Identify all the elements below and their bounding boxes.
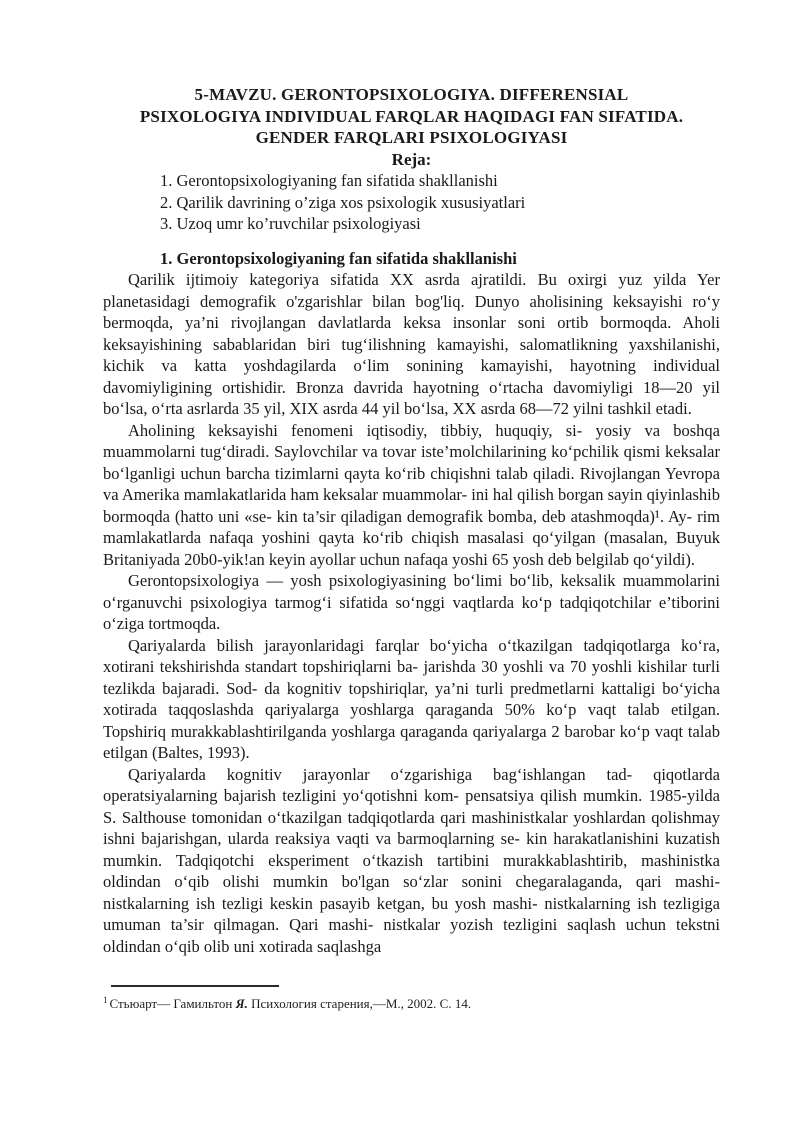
paragraph: Gerontopsixologiya — yosh psixologiyasining boʻlimi boʻlib, keksalik muammolarini oʻrganuvchi psixologiya tarmogʻi sifatida soʻnggi vaqtlarda koʻp tadqiqotchilar e’tiborini oʻziga tortmoqda. xyxy=(103,571,720,633)
plan-item-1: 1. Gerontopsixologiyaning fan sifatida shakllanishi xyxy=(160,171,498,190)
body-paragraphs xyxy=(103,269,720,957)
title-line-3: GENDER FARQLARI PSIXOLOGIYASI xyxy=(255,128,568,147)
plan-item-2: 2. Qarilik davrining o’ziga xos psixologik xususiyatlari xyxy=(160,192,526,212)
plan-heading: Reja: xyxy=(391,149,432,169)
footnote xyxy=(103,995,720,1012)
paragraph: Aholining keksayishi fenomeni iqtisodiy, tibbiy, huquqiy, si- yosiy va boshqa muammolarni tugʻdiradi. Saylovchilar va tovar iste’molchilarining koʻpchilik qismi keksalar boʻlganligi uchun barcha tizimlarni qayta koʻrib chiqishni talab qiladi. Rivojlangan Yevropa va Amerika mamlakatlarida ham keksalar muammolar- ini hal qilish borgan sayin qiyinlashib bormoqda (hatto uni «se- kin ta’sir qiladigan demografik bomba, deb atashmoqda)¹. Ay- rim mamlakatlarda nafaqa yoshini qayta koʻrib chiqish masalasi qoʻyilgan (masalan, Buyuk Britaniyada 20b0-yik!an keyin ayollar uchun nafaqa yoshi 65 yosh deb belgilab qoʻyildi). xyxy=(103,420,720,569)
document-title xyxy=(103,84,720,149)
footnote-area xyxy=(103,985,720,1012)
title-line-2: PSIXOLOGIYA INDIVIDUAL FARQLAR HAQIDAGI FAN SIFATIDA. xyxy=(139,106,684,126)
plan-item-3: 3. Uzoq umr ko’ruvchilar psixologiyasi xyxy=(160,214,421,233)
footnote-text-after-author: Психология старения,—М., 2002. С. 14. xyxy=(247,996,472,1012)
paragraph: Qariyalarda bilish jarayonlaridagi farqlar boʻyicha oʻtkazilgan tadqiqotlarga koʻra, xotirani tekshirishda standart topshiriqlarni ba- jarishda 30 yoshli va 70 yoshli kishilar turli tezlikda bajaradi. Sod- da kognitiv topshiriqlar, ya’ni turli predmetlarni kattaligi boʻyicha xotirada taqqoslashda qariyalarga yoshlarga qaraganda 50% koʻp vaqt talab etilgan. Topshiriq murakkablashtirilganda yoshlarga qaraganda qariyalarga 2 barobar koʻp vaqt talab etilgan (Baltes, 1993). xyxy=(103,635,720,762)
paragraph: Qarilik ijtimoiy kategoriya sifatida XX asrda ajratildi. Bu oxirgi yuz yilda Yer planetasidagi demografik o'zgarishlar bilan bog'liq. Dunyo aholisining keksayishi roʻy bermoqda, ya’ni rivojlangan davlatlarda keksa insonlar soni ortib bormoqda. Aholi keksayishining sabablaridan biri tugʻilishning kamayishi, salomatlikning yaxshilanishi, kichik va katta yoshdagilarda oʻlim sonining kamayishi, hayotning individual davomiyligining ortishidir. Bronza davrida hayotning oʻrtacha davomiyligi 18—20 yil boʻlsa, oʻrta asrlarda 35 yil, XIX asrda 44 yil boʻlsa, XX asrda 68—72 yilni tashkil etadi. xyxy=(103,270,720,418)
footnote-separator xyxy=(111,985,279,987)
footnote-text-before-author: Стьюарт— Гамильтон xyxy=(109,996,236,1012)
paragraph: Qariyalarda kognitiv jarayonlar oʻzgarishiga bagʻishlangan tad- qiqotlarda operatsiyalarning bajarish tezligini yoʻqotishni kom- pensatsiya qilish mumkin. 1985-yilda S. Salthouse tomonidan oʻtkazilgan tadqiqotlarda qari mashinistkalar yoshlardan qolishmay ishni bajarishgan, ularda reaksiya vaqti va barmoqlarning se- kin harakatlanishini kuzatish mumkin. Tadqiqotchi eksperiment oʻtkazish tartibini murakkablashtirib, mashinistka oldindan oʻqib olishi mumkin bo'lgan soʻzlar sonini chegaralaganda, qari mashi- nistkalarning ish tezligi keskin pasayib ketgan, bu yosh mashi- nistkalarning ish tezligiga umuman ta’sir qilmagan. Qari mashi- nistkalar yozish tezligini saqlash uchun tekstni oldindan oʻqib olib uni xotirada saqlashga xyxy=(103,764,720,956)
plan-list xyxy=(160,170,720,235)
footnote-marker: 1 xyxy=(103,994,108,1005)
title-line-1: 5-MAVZU. GERONTOPSIXOLOGIYA. DIFFERENSIAL xyxy=(194,85,629,104)
section-heading: 1. Gerontopsixologiyaning fan sifatida shakllanishi xyxy=(160,248,517,268)
footnote-author-initial: Я. xyxy=(235,996,248,1012)
